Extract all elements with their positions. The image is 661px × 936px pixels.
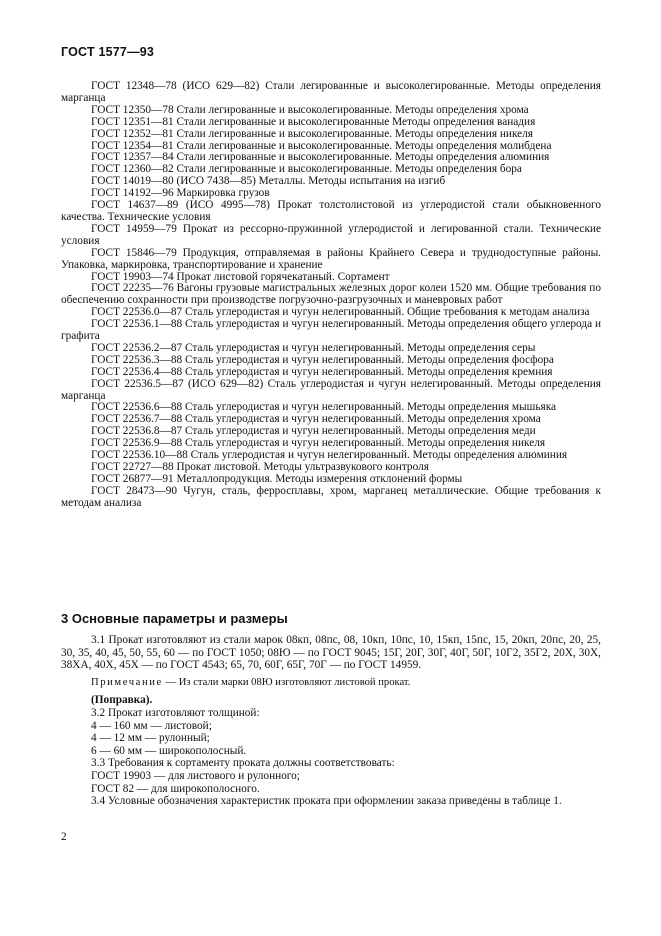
reference-item: ГОСТ 22536.7—88 Сталь углеродистая и чугун нелегированный. Методы определения хрома (91, 413, 541, 426)
reference-item: ГОСТ 12348—78 (ИСО 629—82) Стали легированные и высоколегированные. Методы определения марганца (61, 80, 601, 104)
paragraph-3-2: 3.2 Прокат изготовляют толщиной: (91, 706, 260, 719)
reference-item: ГОСТ 22536.6—88 Сталь углеродистая и чугун нелегированный. Методы определения мышьяка (91, 401, 557, 414)
reference-item: ГОСТ 15846—79 Продукция, отправляемая в районы Крайнего Севера и труднодоступные районы. Упаковка, маркировка, транспортирование и хранение (61, 246, 601, 271)
thickness-sheet: 4 — 160 мм — листовой; (91, 719, 212, 732)
reference-item: ГОСТ 12357—84 Стали легированные и высоколегированные. Методы определения алюминия (91, 151, 550, 164)
reference-item: ГОСТ 12351—81 Стали легированные и высоколегированные Методы определения ванадия (91, 115, 536, 128)
reference-item: ГОСТ 26877—91 Металлопродукция. Методы измерения отклонений формы (91, 472, 463, 485)
reference-item: ГОСТ 22536.9—88 Сталь углеродистая и чугун нелегированный. Методы определения никеля (91, 437, 546, 450)
reference-item: ГОСТ 22536.8—87 Сталь углеродистая и чугун нелегированный. Методы определения меди (91, 425, 536, 438)
reference-item: ГОСТ 22536.1—88 Сталь углеродистая и чугун нелегированный. Методы определения общего углерода и графита (61, 318, 601, 343)
reference-item: ГОСТ 14019—80 (ИСО 7438—85) Металлы. Методы испытания на изгиб (91, 175, 446, 188)
reference-item: ГОСТ 22536.3—88 Сталь углеродистая и чугун нелегированный. Методы определения фосфора (91, 353, 554, 366)
reference-item: ГОСТ 12352—81 Стали легированные и высоколегированные. Методы определения никеля (91, 127, 533, 140)
thickness-wide-strip: 6 — 60 мм — широкополосный. (91, 744, 247, 757)
reference-item: ГОСТ 12360—82 Стали легированные и высоколегированные. Методы определения бора (91, 163, 522, 176)
paragraph-3-3: 3.3 Требования к сортаменту проката должны соответствовать: (91, 757, 395, 770)
section-heading: 3 Основные параметры и размеры (61, 611, 288, 626)
reference-item: ГОСТ 22536.2—87 Сталь углеродистая и чугун нелегированный. Методы определения серы (91, 341, 536, 354)
reference-item: ГОСТ 19903—74 Прокат листовой горячекатаный. Сортамент (91, 270, 390, 283)
reference-item: ГОСТ 22536.5—87 (ИСО 629—82) Сталь углеродистая и чугун нелегированный. Методы определения марганца (61, 377, 601, 402)
thickness-roll: 4 — 12 мм — рулонный; (91, 732, 210, 745)
section-body (61, 634, 601, 808)
page-number: 2 (61, 831, 67, 843)
note-text: — Из стали марки 08Ю изготовляют листовой прокат. (162, 676, 411, 688)
reference-item: ГОСТ 12350—78 Стали легированные и высоколегированные. Методы определения хрома (91, 103, 529, 116)
paragraph-3-4: 3.4 Условные обозначения характеристик проката при оформлении заказа приведены в таблице 1. (91, 795, 562, 808)
reference-item: ГОСТ 22536.4—88 Сталь углеродистая и чугун нелегированный. Методы определения кремния (91, 365, 553, 378)
reference-item: ГОСТ 14637—89 (ИСО 4995—78) Прокат толстолистовой из углеродистой стали обыкновенного качества. Технические условия (61, 199, 601, 223)
reference-item: ГОСТ 28473—90 Чугун, сталь, ферросплавы, хром, марганец металлические. Общие требования к методам анализа (61, 484, 601, 509)
reference-item: ГОСТ 14959—79 Прокат из рессорно-пружинной углеродистой и легированной стали. Технические условия (61, 222, 601, 247)
paragraph-3-1: 3.1 Прокат изготовляют из стали марок 08кп, 08пс, 08, 10кп, 10пс, 10, 15кп, 15пс, 15, 20кп, 20пс, 20, 25, 30, 35, 40, 45, 50, 55, 60 — по ГОСТ 1050; 08Ю — по ГОСТ 9045; 15Г, 20Г, 30Г, 40Г, 50Г, 10Г2, 35Г2, 20Х, 30Х, 38ХА, 40Х, 45Х — по ГОСТ 4543; 65, 70, 60Г, 65Г, 70Г — по ГОСТ 14959. (61, 634, 601, 672)
reference-item: ГОСТ 12354—81 Стали легированные и высоколегированные. Методы определения молибдена (91, 139, 552, 152)
document-header: ГОСТ 1577—93 (61, 45, 155, 59)
note (61, 677, 601, 690)
reference-item: ГОСТ 14192—96 Маркировка грузов (91, 187, 270, 200)
reference-item: ГОСТ 22727—88 Прокат листовой. Методы ультразвукового контроля (91, 461, 429, 473)
assortment-sheet: ГОСТ 19903 — для листового и рулонного; (91, 769, 300, 782)
amendment: (Поправка). (91, 694, 153, 707)
reference-item: ГОСТ 22536.10—88 Сталь углеродистая и чугун нелегированный. Методы определения алюминия (91, 449, 568, 462)
reference-item: ГОСТ 22235—76 Вагоны грузовые магистральных железных дорог колеи 1520 мм. Общие требования по обеспечению сохранности при производстве погрузочно-разгрузочных и маневровых работ (61, 282, 601, 307)
note-label: Примечание (91, 676, 163, 688)
normative-references-list (61, 81, 601, 510)
assortment-wide-strip: ГОСТ 82 — для широкополосного. (91, 782, 260, 795)
reference-item: ГОСТ 22536.0—87 Сталь углеродистая и чугун нелегированный. Общие требования к методам анализа (91, 306, 590, 319)
